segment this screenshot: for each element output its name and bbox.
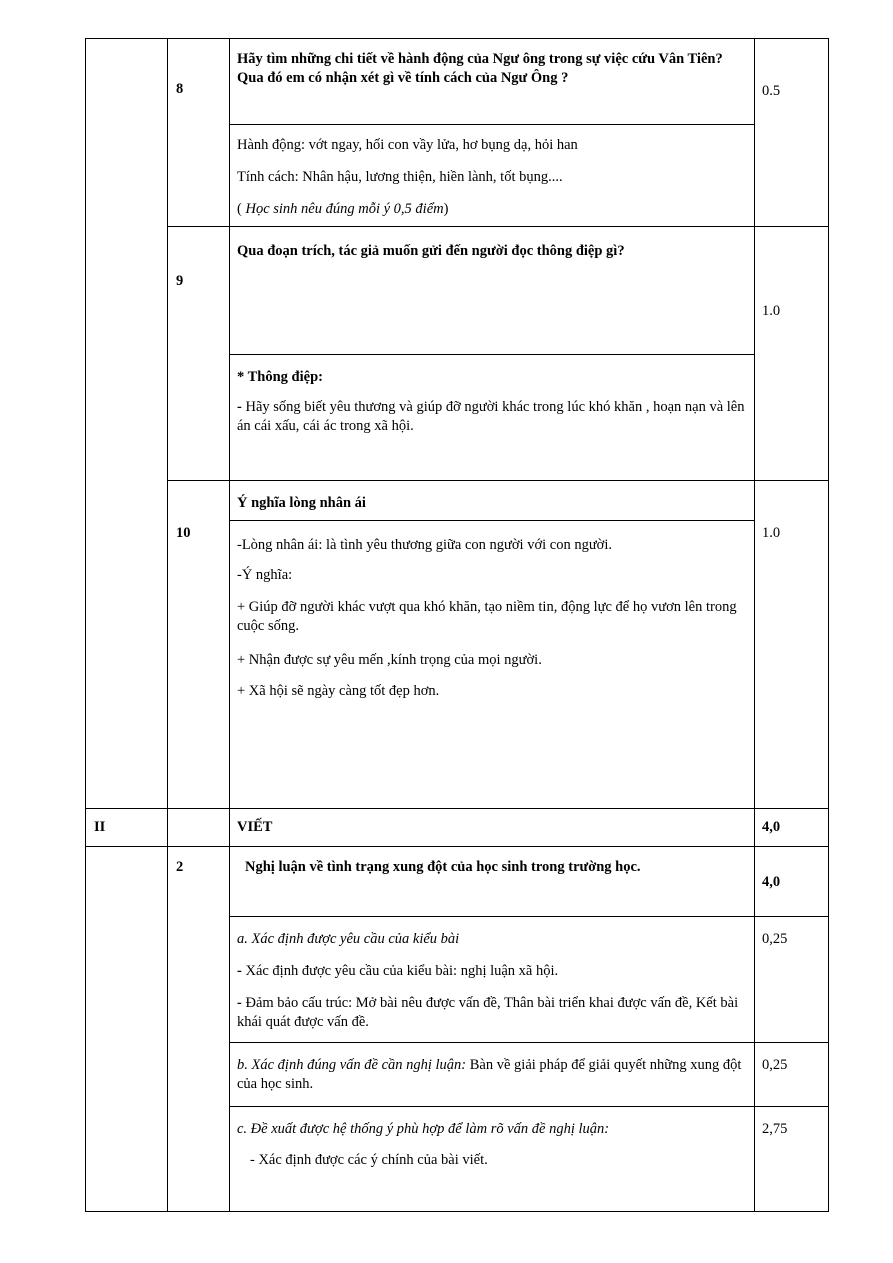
row10-split: [229, 520, 755, 521]
q9-answer-title: * Thông điệp:: [237, 369, 323, 385]
table-border-top: [85, 38, 829, 39]
q2-score: 4,0: [762, 874, 781, 890]
row8-split: [229, 124, 755, 125]
row8-bottom: [167, 226, 829, 227]
q9-score: 1.0: [762, 303, 781, 319]
q9-question: Qua đoạn trích, tác giả muốn gửi đến người đọc thông điệp gì?: [237, 243, 625, 259]
q9-answer-text: - Hãy sống biết yêu thương và giúp đỡ người khác trong lúc khó khăn , hoạn nạn và lên án cái xấu, cái ác trong xã hội.: [237, 399, 745, 434]
q10-number: 10: [176, 525, 191, 541]
q8-question: Hãy tìm những chi tiết về hành động của Ngư ông trong sự việc cứu Vân Tiên? Qua đó em có nhận xét gì về tính cách của Ngư Ông ?: [237, 51, 723, 86]
q10-answer-point3: + Xã hội sẽ ngày càng tốt đẹp hơn.: [237, 683, 440, 699]
row10-bottom: [85, 808, 829, 809]
q2-b-bottom: [229, 1106, 829, 1107]
row9-bottom: [167, 480, 829, 481]
q2-number: 2: [176, 859, 184, 875]
q2-b-score: 0,25: [762, 1057, 788, 1073]
section2-roman: II: [94, 819, 106, 835]
q2-c-score: 2,75: [762, 1121, 788, 1137]
q8-score: 0.5: [762, 83, 781, 99]
q2-split: [229, 916, 829, 917]
q8-answer-action: Hành động: vớt ngay, hối con vầy lửa, hơ bụng dạ, hỏi han: [237, 137, 578, 153]
table-border-bottom: [85, 1211, 829, 1212]
q8-answer-character: Tính cách: Nhân hậu, lương thiện, hiền lành, tốt bụng....: [237, 169, 563, 185]
q2-a-line1: - Xác định được yêu cầu của kiểu bài: nghị luận xã hội.: [237, 963, 559, 979]
q2-a-title: a. Xác định được yêu cầu của kiểu bài: [237, 931, 460, 947]
q2-question: Nghị luận về tình trạng xung đột của học sinh trong trường học.: [245, 859, 641, 875]
section2-title: VIẾT: [237, 819, 273, 835]
q2-a-score: 0,25: [762, 931, 788, 947]
q2-a-line2: - Đảm bảo cấu trúc: Mở bài nêu được vấn đề, Thân bài triển khai được vấn đề, Kết bài khái quát được vấn đề.: [237, 995, 739, 1030]
q8-number: 8: [176, 81, 184, 97]
q9-number: 9: [176, 273, 184, 289]
table-divider-col2: [229, 38, 230, 1212]
q2-c-line1: - Xác định được các ý chính của bài viết.: [250, 1152, 488, 1168]
row9-split: [229, 354, 755, 355]
q2-b-text: b. Xác định đúng vấn đề cần nghị luận: Bàn về giải pháp để giải quyết những xung đột của học sinh.: [237, 1057, 742, 1092]
q8-scoring-note: ( Học sinh nêu đúng mỗi ý 0,5 điểm): [237, 201, 449, 217]
q2-a-bottom: [229, 1042, 829, 1043]
q10-answer-definition: -Lòng nhân ái: là tình yêu thương giữa con người với con người.: [237, 537, 613, 553]
table-divider-col3: [754, 38, 755, 1212]
table-divider-col1: [167, 38, 168, 1212]
q10-score: 1.0: [762, 525, 781, 541]
q2-c-title: c. Đề xuất được hệ thống ý phù hợp để làm rõ vấn đề nghị luận:: [237, 1121, 610, 1137]
q10-answer-point1: + Giúp đỡ người khác vượt qua khó khăn, tạo niềm tin, động lực để họ vươn lên trong cuộc sống.: [237, 599, 737, 634]
table-border-left: [85, 38, 86, 1212]
q10-question: Ý nghĩa lòng nhân ái: [237, 495, 366, 511]
section2-score: 4,0: [762, 819, 781, 835]
q10-answer-meaning: -Ý nghĩa:: [237, 567, 293, 583]
section2-bottom: [85, 846, 829, 847]
q10-answer-point2: + Nhận được sự yêu mến ,kính trọng của mọi người.: [237, 652, 542, 668]
table-border-right: [828, 38, 829, 1212]
